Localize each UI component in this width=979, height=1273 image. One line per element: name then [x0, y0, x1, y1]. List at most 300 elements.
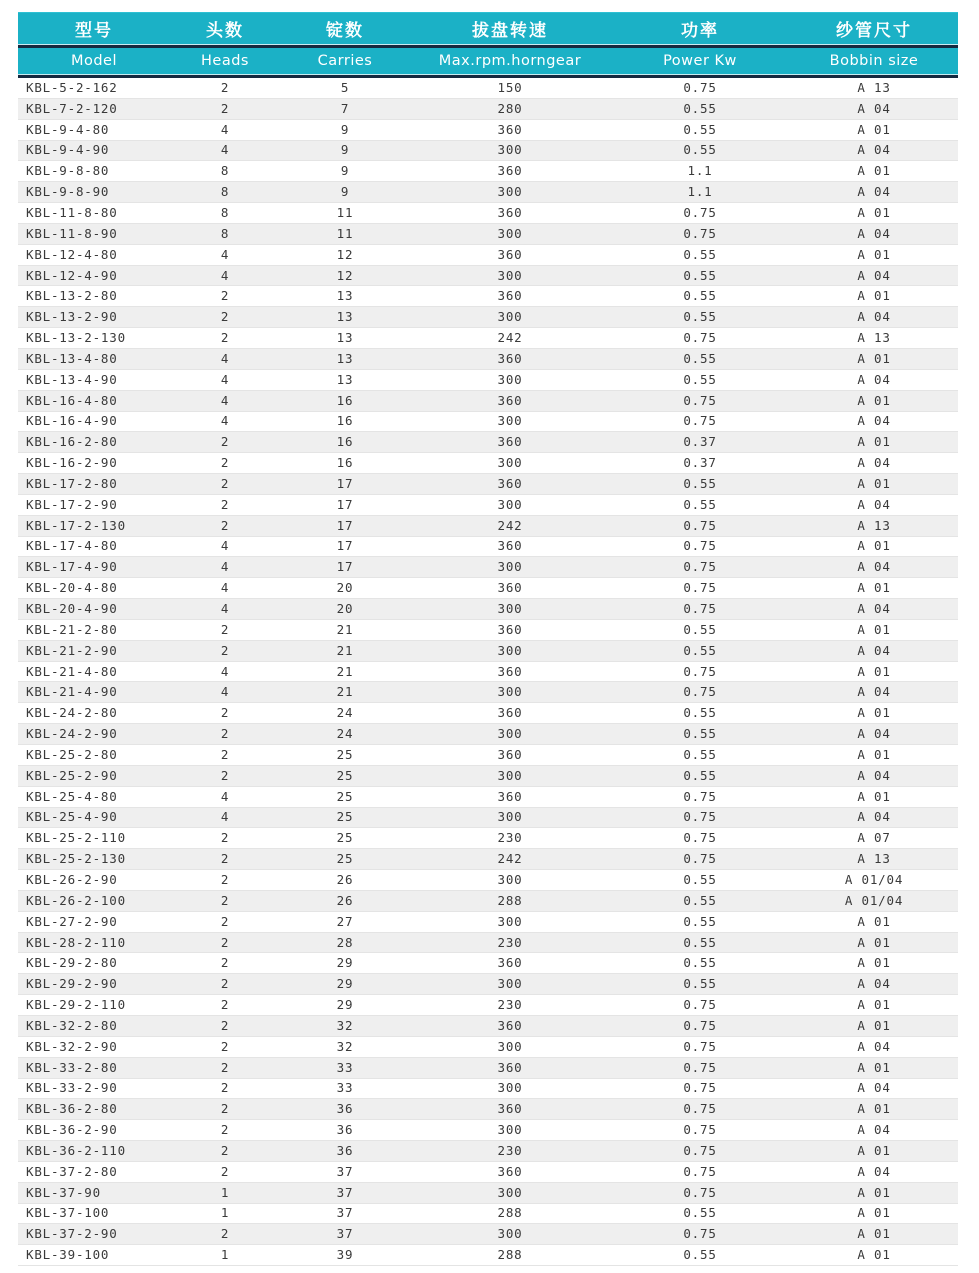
- cell-power_kw: 0.75: [683, 1059, 717, 1075]
- cell-model: KBL-5-2-162: [26, 79, 118, 95]
- cell-bobbin_size: A 04: [857, 601, 891, 617]
- cell-model: KBL-9-8-80: [26, 163, 110, 179]
- column-header-rpm-zh: 拔盘转速: [472, 21, 548, 41]
- cell-carries: 16: [336, 434, 354, 450]
- cell-bobbin_size: A 01: [857, 663, 891, 679]
- cell-heads: 2: [220, 621, 230, 637]
- column-header-bobbin-en: Bobbin size: [829, 53, 919, 69]
- cell-power_kw: 0.55: [683, 246, 717, 262]
- cell-model: KBL-7-2-120: [26, 100, 118, 116]
- cell-carries: 28: [336, 934, 354, 950]
- cell-heads: 2: [220, 871, 230, 887]
- column-header-power-zh: 功率: [681, 21, 719, 41]
- cell-max_rpm_horngear: 360: [497, 1059, 523, 1075]
- cell-power_kw: 0.75: [683, 997, 717, 1013]
- cell-carries: 37: [336, 1163, 354, 1179]
- cell-max_rpm_horngear: 150: [497, 79, 523, 95]
- cell-bobbin_size: A 01: [857, 434, 891, 450]
- cell-bobbin_size: A 01: [857, 538, 891, 554]
- cell-max_rpm_horngear: 300: [497, 1184, 523, 1200]
- cell-heads: 8: [220, 204, 230, 220]
- cell-bobbin_size: A 01: [857, 1226, 891, 1242]
- cell-heads: 2: [220, 705, 230, 721]
- cell-carries: 37: [336, 1205, 354, 1221]
- cell-max_rpm_horngear: 300: [497, 684, 523, 700]
- cell-power_kw: 0.55: [683, 309, 717, 325]
- cell-heads: 2: [220, 455, 230, 471]
- cell-power_kw: 0.75: [683, 413, 717, 429]
- cell-carries: 11: [336, 204, 354, 220]
- cell-carries: 21: [336, 621, 354, 637]
- cell-heads: 8: [220, 225, 230, 241]
- cell-bobbin_size: A 04: [857, 267, 891, 283]
- cell-model: KBL-17-4-90: [26, 559, 118, 575]
- column-header-carries-en: Carries: [317, 53, 373, 69]
- cell-model: KBL-33-2-90: [26, 1080, 118, 1096]
- cell-bobbin_size: A 13: [857, 79, 891, 95]
- cell-max_rpm_horngear: 280: [497, 100, 523, 116]
- cell-heads: 2: [220, 1142, 230, 1158]
- table-row: [18, 78, 958, 99]
- cell-model: KBL-24-2-80: [26, 705, 118, 721]
- cell-power_kw: 0.55: [683, 475, 717, 491]
- cell-power_kw: 0.75: [683, 330, 717, 346]
- cell-max_rpm_horngear: 242: [497, 517, 523, 533]
- cell-bobbin_size: A 01: [857, 1101, 891, 1117]
- cell-bobbin_size: A 01: [857, 580, 891, 596]
- table-row: [18, 849, 958, 870]
- cell-bobbin_size: A 04: [857, 496, 891, 512]
- table-row: [18, 828, 958, 849]
- cell-heads: 8: [220, 163, 230, 179]
- cell-model: KBL-32-2-90: [26, 1038, 118, 1054]
- cell-bobbin_size: A 01: [857, 913, 891, 929]
- table-row: [18, 953, 958, 974]
- cell-heads: 4: [220, 267, 230, 283]
- cell-bobbin_size: A 04: [857, 809, 891, 825]
- cell-bobbin_size: A 01/04: [844, 871, 904, 887]
- table-row: [18, 1058, 958, 1079]
- cell-carries: 9: [340, 163, 350, 179]
- cell-carries: 13: [336, 371, 354, 387]
- cell-heads: 2: [220, 475, 230, 491]
- cell-carries: 26: [336, 871, 354, 887]
- table-row: [18, 662, 958, 683]
- cell-bobbin_size: A 01: [857, 1247, 891, 1263]
- cell-heads: 4: [220, 121, 230, 137]
- cell-heads: 4: [220, 371, 230, 387]
- cell-model: KBL-36-2-90: [26, 1122, 118, 1138]
- cell-heads: 2: [220, 746, 230, 762]
- cell-model: KBL-12-4-90: [26, 267, 118, 283]
- cell-heads: 2: [220, 726, 230, 742]
- cell-heads: 2: [220, 100, 230, 116]
- cell-power_kw: 0.75: [683, 851, 717, 867]
- cell-model: KBL-9-8-90: [26, 184, 110, 200]
- cell-carries: 29: [336, 997, 354, 1013]
- cell-model: KBL-11-8-80: [26, 204, 118, 220]
- cell-heads: 4: [220, 684, 230, 700]
- cell-max_rpm_horngear: 360: [497, 663, 523, 679]
- cell-power_kw: 0.55: [683, 267, 717, 283]
- table-header-english: [18, 48, 958, 75]
- cell-max_rpm_horngear: 300: [497, 767, 523, 783]
- cell-max_rpm_horngear: 300: [497, 309, 523, 325]
- cell-carries: 20: [336, 580, 354, 596]
- cell-max_rpm_horngear: 360: [497, 392, 523, 408]
- cell-power_kw: 0.55: [683, 767, 717, 783]
- cell-model: KBL-26-2-100: [26, 892, 126, 908]
- cell-power_kw: 0.75: [683, 663, 717, 679]
- cell-heads: 4: [220, 559, 230, 575]
- cell-max_rpm_horngear: 300: [497, 913, 523, 929]
- cell-heads: 4: [220, 246, 230, 262]
- cell-model: KBL-32-2-80: [26, 1017, 118, 1033]
- cell-carries: 20: [336, 601, 354, 617]
- cell-carries: 32: [336, 1038, 354, 1054]
- cell-bobbin_size: A 04: [857, 100, 891, 116]
- cell-power_kw: 0.75: [683, 225, 717, 241]
- cell-bobbin_size: A 01: [857, 288, 891, 304]
- table-row: [18, 1183, 958, 1204]
- cell-power_kw: 0.55: [683, 871, 717, 887]
- cell-power_kw: 0.75: [683, 1080, 717, 1096]
- cell-model: KBL-13-2-130: [26, 330, 126, 346]
- cell-carries: 17: [336, 538, 354, 554]
- table-row: [18, 412, 958, 433]
- table-row: [18, 349, 958, 370]
- cell-max_rpm_horngear: 360: [497, 1017, 523, 1033]
- cell-max_rpm_horngear: 360: [497, 580, 523, 596]
- table-row: [18, 453, 958, 474]
- table-row: [18, 161, 958, 182]
- cell-carries: 33: [336, 1080, 354, 1096]
- cell-max_rpm_horngear: 360: [497, 246, 523, 262]
- cell-max_rpm_horngear: 300: [497, 726, 523, 742]
- cell-power_kw: 0.55: [683, 705, 717, 721]
- table-row: [18, 557, 958, 578]
- cell-carries: 17: [336, 496, 354, 512]
- column-header-heads-zh: 头数: [206, 21, 244, 41]
- table-row: [18, 1224, 958, 1245]
- cell-max_rpm_horngear: 300: [497, 976, 523, 992]
- table-row: [18, 995, 958, 1016]
- table-row: [18, 182, 958, 203]
- cell-bobbin_size: A 01: [857, 788, 891, 804]
- cell-heads: 2: [220, 330, 230, 346]
- cell-model: KBL-36-2-110: [26, 1142, 126, 1158]
- cell-model: KBL-24-2-90: [26, 726, 118, 742]
- cell-power_kw: 0.75: [683, 1142, 717, 1158]
- table-row: [18, 203, 958, 224]
- cell-bobbin_size: A 04: [857, 225, 891, 241]
- cell-power_kw: 0.75: [683, 830, 717, 846]
- cell-power_kw: 0.55: [683, 121, 717, 137]
- table-row: [18, 99, 958, 120]
- cell-heads: 2: [220, 976, 230, 992]
- cell-model: KBL-17-2-130: [26, 517, 126, 533]
- cell-max_rpm_horngear: 230: [497, 1142, 523, 1158]
- cell-heads: 2: [220, 1163, 230, 1179]
- cell-power_kw: 0.75: [683, 809, 717, 825]
- cell-heads: 1: [220, 1247, 230, 1263]
- cell-bobbin_size: A 01: [857, 1205, 891, 1221]
- cell-max_rpm_horngear: 300: [497, 267, 523, 283]
- cell-max_rpm_horngear: 360: [497, 955, 523, 971]
- cell-power_kw: 1.1: [687, 163, 713, 179]
- cell-carries: 25: [336, 809, 354, 825]
- cell-heads: 2: [220, 517, 230, 533]
- cell-model: KBL-25-2-130: [26, 851, 126, 867]
- cell-heads: 1: [220, 1184, 230, 1200]
- cell-heads: 2: [220, 1226, 230, 1242]
- column-header-carries-zh: 锭数: [326, 21, 364, 41]
- cell-carries: 39: [336, 1247, 354, 1263]
- table-row: [18, 620, 958, 641]
- cell-max_rpm_horngear: 288: [497, 1247, 523, 1263]
- table-row: [18, 224, 958, 245]
- cell-power_kw: 1.1: [687, 184, 713, 200]
- cell-heads: 4: [220, 350, 230, 366]
- cell-power_kw: 0.55: [683, 642, 717, 658]
- table-row: [18, 682, 958, 703]
- cell-carries: 24: [336, 705, 354, 721]
- cell-power_kw: 0.75: [683, 79, 717, 95]
- cell-bobbin_size: A 01: [857, 1059, 891, 1075]
- table-header-chinese: [18, 12, 958, 45]
- cell-max_rpm_horngear: 300: [497, 809, 523, 825]
- cell-carries: 16: [336, 413, 354, 429]
- column-header-rpm-en: Max.rpm.horngear: [438, 53, 582, 69]
- cell-heads: 4: [220, 809, 230, 825]
- column-header-model-en: Model: [70, 53, 118, 69]
- cell-heads: 4: [220, 788, 230, 804]
- cell-bobbin_size: A 01: [857, 997, 891, 1013]
- table-row: [18, 266, 958, 287]
- cell-max_rpm_horngear: 360: [497, 621, 523, 637]
- cell-model: KBL-21-4-80: [26, 663, 118, 679]
- cell-heads: 4: [220, 392, 230, 408]
- cell-model: KBL-36-2-80: [26, 1101, 118, 1117]
- cell-power_kw: 0.75: [683, 1226, 717, 1242]
- cell-carries: 9: [340, 184, 350, 200]
- table-row: [18, 912, 958, 933]
- cell-heads: 4: [220, 413, 230, 429]
- cell-bobbin_size: A 01: [857, 705, 891, 721]
- cell-heads: 2: [220, 767, 230, 783]
- cell-carries: 37: [336, 1226, 354, 1242]
- table-row: [18, 599, 958, 620]
- cell-heads: 4: [220, 580, 230, 596]
- table-row: [18, 516, 958, 537]
- cell-carries: 16: [336, 392, 354, 408]
- cell-bobbin_size: A 01/04: [844, 892, 904, 908]
- cell-bobbin_size: A 04: [857, 309, 891, 325]
- cell-heads: 4: [220, 538, 230, 554]
- cell-max_rpm_horngear: 300: [497, 1080, 523, 1096]
- cell-heads: 4: [220, 663, 230, 679]
- cell-power_kw: 0.75: [683, 517, 717, 533]
- cell-max_rpm_horngear: 230: [497, 934, 523, 950]
- cell-power_kw: 0.75: [683, 1122, 717, 1138]
- cell-carries: 7: [340, 100, 350, 116]
- table-row: [18, 933, 958, 954]
- cell-max_rpm_horngear: 300: [497, 496, 523, 512]
- cell-max_rpm_horngear: 300: [497, 455, 523, 471]
- cell-bobbin_size: A 04: [857, 684, 891, 700]
- cell-carries: 25: [336, 746, 354, 762]
- cell-power_kw: 0.37: [683, 434, 717, 450]
- column-header-heads-en: Heads: [201, 53, 249, 69]
- cell-power_kw: 0.55: [683, 496, 717, 512]
- cell-carries: 29: [336, 976, 354, 992]
- cell-model: KBL-33-2-80: [26, 1059, 118, 1075]
- cell-model: KBL-27-2-90: [26, 913, 118, 929]
- cell-power_kw: 0.55: [683, 350, 717, 366]
- cell-max_rpm_horngear: 360: [497, 121, 523, 137]
- cell-carries: 36: [336, 1101, 354, 1117]
- cell-heads: 2: [220, 851, 230, 867]
- cell-max_rpm_horngear: 300: [497, 184, 523, 200]
- cell-max_rpm_horngear: 300: [497, 225, 523, 241]
- table-row: [18, 474, 958, 495]
- cell-bobbin_size: A 01: [857, 1017, 891, 1033]
- cell-power_kw: 0.75: [683, 601, 717, 617]
- cell-heads: 2: [220, 1080, 230, 1096]
- cell-model: KBL-17-2-80: [26, 475, 118, 491]
- cell-model: KBL-37-2-80: [26, 1163, 118, 1179]
- table-row: [18, 787, 958, 808]
- cell-carries: 17: [336, 559, 354, 575]
- cell-carries: 12: [336, 246, 354, 262]
- cell-bobbin_size: A 04: [857, 1038, 891, 1054]
- cell-model: KBL-29-2-110: [26, 997, 126, 1013]
- table-row: [18, 891, 958, 912]
- cell-power_kw: 0.55: [683, 1247, 717, 1263]
- column-header-power-en: Power Kw: [663, 53, 737, 69]
- table-row: [18, 745, 958, 766]
- cell-power_kw: 0.75: [683, 1163, 717, 1179]
- cell-max_rpm_horngear: 230: [497, 830, 523, 846]
- cell-carries: 32: [336, 1017, 354, 1033]
- cell-max_rpm_horngear: 300: [497, 601, 523, 617]
- cell-bobbin_size: A 04: [857, 559, 891, 575]
- table-row: [18, 766, 958, 787]
- cell-power_kw: 0.55: [683, 621, 717, 637]
- cell-carries: 17: [336, 475, 354, 491]
- cell-model: KBL-20-4-90: [26, 601, 118, 617]
- cell-max_rpm_horngear: 360: [497, 434, 523, 450]
- table-row: [18, 974, 958, 995]
- cell-heads: 2: [220, 642, 230, 658]
- cell-model: KBL-25-2-110: [26, 830, 126, 846]
- table-row: [18, 537, 958, 558]
- table-row: [18, 1037, 958, 1058]
- cell-carries: 29: [336, 955, 354, 971]
- cell-bobbin_size: A 04: [857, 1080, 891, 1096]
- cell-bobbin_size: A 04: [857, 642, 891, 658]
- cell-heads: 2: [220, 1122, 230, 1138]
- cell-bobbin_size: A 13: [857, 851, 891, 867]
- cell-bobbin_size: A 01: [857, 1184, 891, 1200]
- cell-model: KBL-25-4-80: [26, 788, 118, 804]
- cell-carries: 33: [336, 1059, 354, 1075]
- cell-heads: 2: [220, 955, 230, 971]
- cell-heads: 1: [220, 1205, 230, 1221]
- cell-bobbin_size: A 04: [857, 976, 891, 992]
- table-row: [18, 245, 958, 266]
- cell-heads: 2: [220, 830, 230, 846]
- cell-power_kw: 0.75: [683, 392, 717, 408]
- cell-bobbin_size: A 07: [857, 830, 891, 846]
- cell-max_rpm_horngear: 300: [497, 1226, 523, 1242]
- cell-model: KBL-29-2-90: [26, 976, 118, 992]
- cell-model: KBL-13-4-90: [26, 371, 118, 387]
- cell-model: KBL-16-4-90: [26, 413, 118, 429]
- cell-power_kw: 0.75: [683, 1101, 717, 1117]
- cell-max_rpm_horngear: 360: [497, 746, 523, 762]
- cell-max_rpm_horngear: 300: [497, 142, 523, 158]
- cell-bobbin_size: A 01: [857, 1142, 891, 1158]
- table-row: [18, 1162, 958, 1183]
- cell-bobbin_size: A 01: [857, 621, 891, 637]
- cell-max_rpm_horngear: 300: [497, 1038, 523, 1054]
- table-row: [18, 808, 958, 829]
- cell-power_kw: 0.75: [683, 559, 717, 575]
- cell-carries: 5: [340, 79, 350, 95]
- cell-bobbin_size: A 04: [857, 371, 891, 387]
- table-row: [18, 328, 958, 349]
- cell-model: KBL-11-8-90: [26, 225, 118, 241]
- cell-carries: 25: [336, 830, 354, 846]
- cell-carries: 25: [336, 788, 354, 804]
- cell-max_rpm_horngear: 242: [497, 330, 523, 346]
- cell-bobbin_size: A 01: [857, 955, 891, 971]
- cell-bobbin_size: A 01: [857, 392, 891, 408]
- cell-max_rpm_horngear: 360: [497, 204, 523, 220]
- cell-carries: 13: [336, 309, 354, 325]
- cell-model: KBL-37-100: [26, 1205, 110, 1221]
- cell-bobbin_size: A 01: [857, 121, 891, 137]
- table-row: [18, 370, 958, 391]
- cell-carries: 17: [336, 517, 354, 533]
- cell-carries: 37: [336, 1184, 354, 1200]
- cell-model: KBL-26-2-90: [26, 871, 118, 887]
- table-row: [18, 578, 958, 599]
- cell-carries: 25: [336, 767, 354, 783]
- cell-max_rpm_horngear: 360: [497, 475, 523, 491]
- cell-heads: 8: [220, 184, 230, 200]
- cell-bobbin_size: A 04: [857, 726, 891, 742]
- table-row: [18, 141, 958, 162]
- cell-model: KBL-17-2-90: [26, 496, 118, 512]
- cell-model: KBL-21-2-90: [26, 642, 118, 658]
- cell-heads: 2: [220, 309, 230, 325]
- cell-power_kw: 0.75: [683, 1184, 717, 1200]
- cell-model: KBL-16-2-80: [26, 434, 118, 450]
- cell-heads: 4: [220, 142, 230, 158]
- column-header-model-zh: 型号: [75, 21, 113, 41]
- cell-power_kw: 0.55: [683, 746, 717, 762]
- cell-max_rpm_horngear: 288: [497, 892, 523, 908]
- table-row: [18, 641, 958, 662]
- cell-carries: 16: [336, 455, 354, 471]
- cell-model: KBL-25-2-80: [26, 746, 118, 762]
- cell-heads: 2: [220, 1017, 230, 1033]
- cell-power_kw: 0.75: [683, 1038, 717, 1054]
- cell-heads: 2: [220, 288, 230, 304]
- cell-heads: 2: [220, 496, 230, 512]
